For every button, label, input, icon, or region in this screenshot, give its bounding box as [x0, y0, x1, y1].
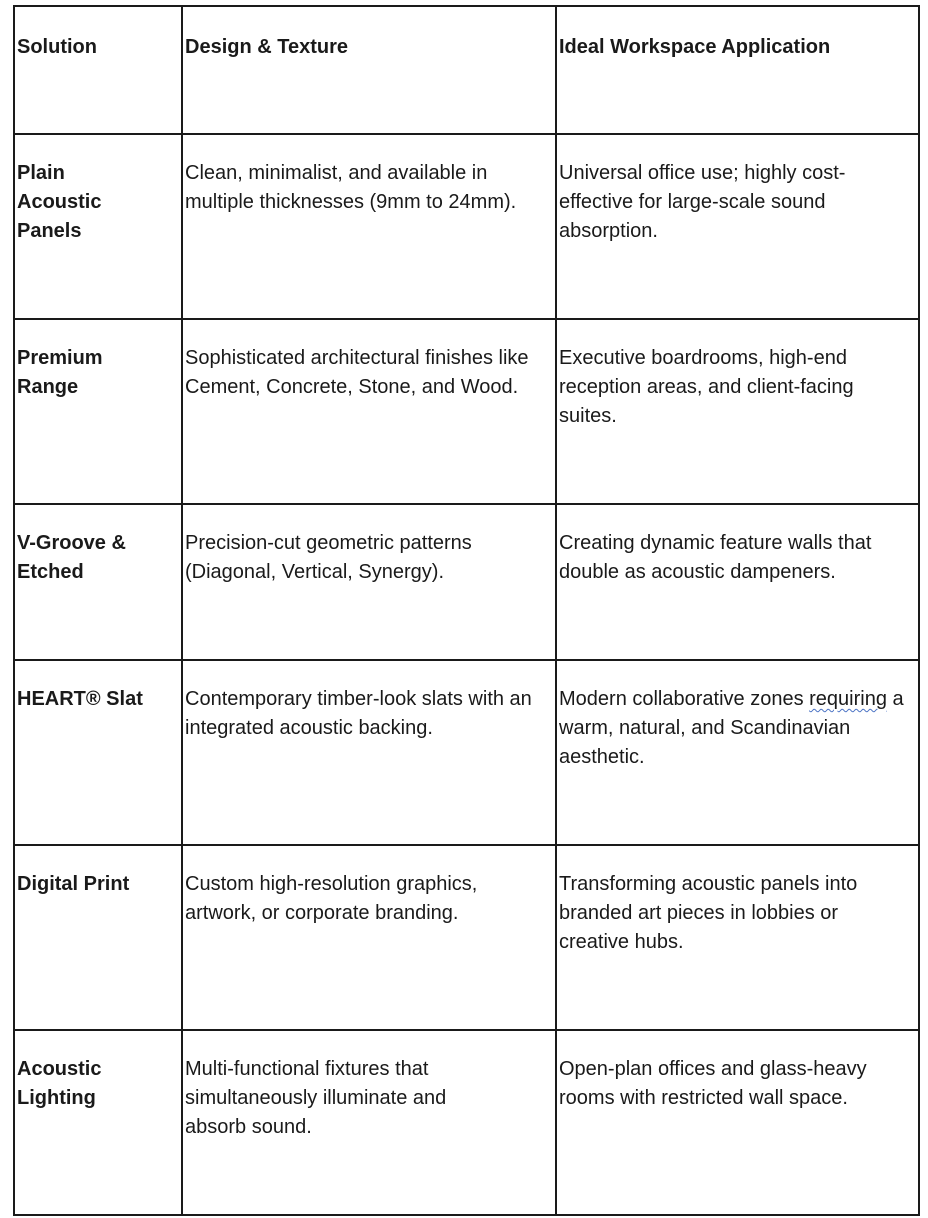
application-description: Creating dynamic feature walls that double as acoustic dampeners. [559, 532, 872, 583]
application-description: Executive boardrooms, high-end reception areas, and client-facing suites. [559, 347, 854, 427]
design-cell [182, 845, 556, 1030]
application-cell [556, 319, 919, 504]
design-description: Custom high-resolution graphics, artwork, or corporate branding. [185, 873, 478, 924]
solution-cell [14, 319, 182, 504]
design-description: Clean, minimalist, and available in multiple thicknesses (9mm to 24mm). [185, 162, 517, 213]
application-cell [556, 660, 919, 845]
solution-name: Acoustic Lighting [17, 1058, 102, 1109]
header-cell-design [182, 6, 556, 134]
design-description: Precision-cut geometric patterns (Diagonal, Vertical, Synergy). [185, 532, 472, 583]
solution-cell [14, 1030, 182, 1215]
spellcheck-flagged-word[interactable]: requiring [809, 688, 887, 710]
application-description: Transforming acoustic panels into branded art pieces in lobbies or creative hubs. [559, 873, 858, 953]
solution-name: Digital Print [17, 873, 130, 895]
application-cell [556, 134, 919, 319]
design-description: Multi-functional fixtures that simultaneously illuminate and absorb sound. [185, 1058, 447, 1138]
table-row [14, 319, 919, 504]
header-design-label: Design & Texture [185, 36, 348, 58]
table-row [14, 660, 919, 845]
table-header-row [14, 6, 919, 134]
application-text-start: Modern collaborative zones [559, 688, 810, 710]
header-cell-application [556, 6, 919, 134]
solution-name: Plain Acoustic Panels [17, 162, 102, 242]
application-description [557, 661, 918, 772]
table-row [14, 504, 919, 660]
design-description: Sophisticated architectural finishes like Cement, Concrete, Stone, and Wood. [185, 347, 529, 398]
application-cell [556, 504, 919, 660]
table-row [14, 1030, 919, 1215]
table-row [14, 134, 919, 319]
solution-name: Premium Range [17, 347, 103, 398]
solution-cell [14, 504, 182, 660]
solution-name: V-Groove & Etched [17, 532, 126, 583]
application-description: Universal office use; highly cost-effective for large-scale sound absorption. [559, 162, 846, 242]
comparison-table [13, 5, 920, 1216]
solution-cell [14, 134, 182, 319]
application-cell [556, 1030, 919, 1215]
application-description: Open-plan offices and glass-heavy rooms with restricted wall space. [559, 1058, 867, 1109]
header-solution-label: Solution [17, 36, 97, 58]
solution-cell [14, 660, 182, 845]
design-description: Contemporary timber-look slats with an integrated acoustic backing. [185, 688, 532, 739]
design-cell [182, 660, 556, 845]
design-cell [182, 504, 556, 660]
design-cell [182, 1030, 556, 1215]
header-cell-solution [14, 6, 182, 134]
design-cell [182, 319, 556, 504]
header-application-label: Ideal Workspace Application [559, 36, 831, 58]
solution-name: HEART® Slat [17, 688, 143, 710]
solution-cell [14, 845, 182, 1030]
application-cell [556, 845, 919, 1030]
design-cell [182, 134, 556, 319]
application-text-end: a warm, natural, and Scandinavian aesthetic. [559, 688, 904, 768]
table-row [14, 845, 919, 1030]
